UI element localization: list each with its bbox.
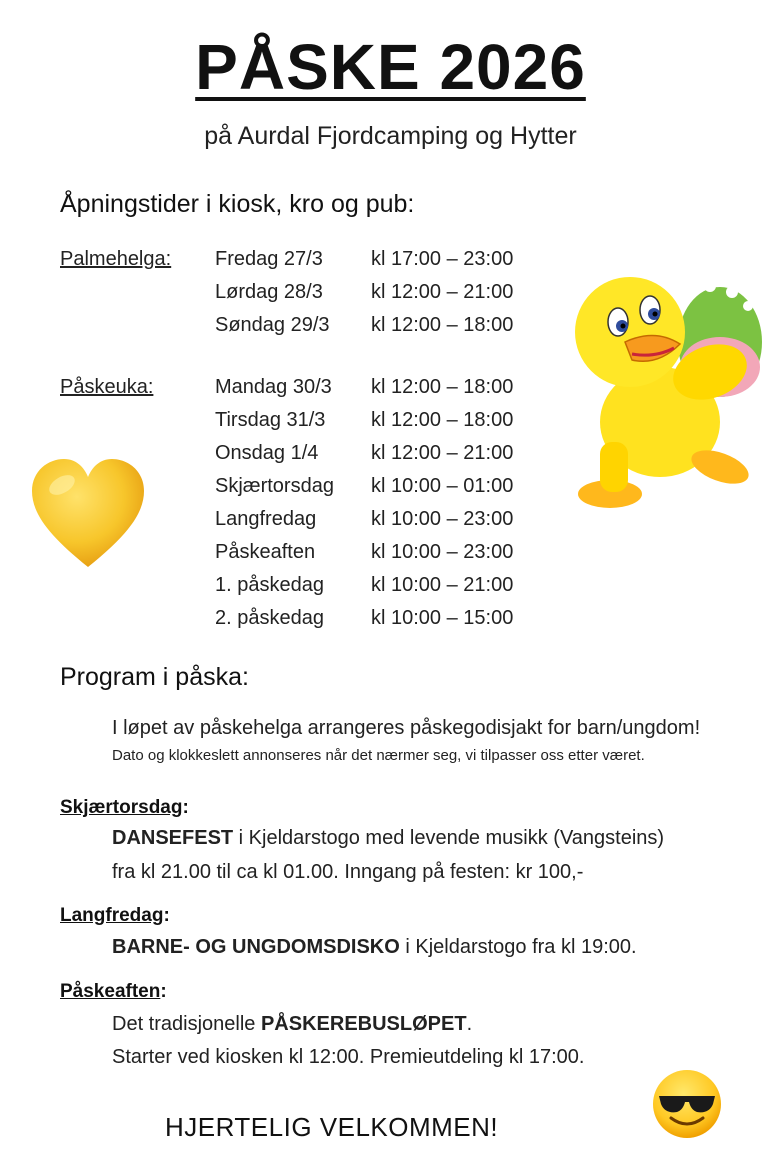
- program-heading: Program i påska:: [60, 663, 249, 691]
- hours-time: kl 10:00 – 01:00: [371, 475, 514, 497]
- closing-text: HJERTELIG VELKOMMEN!: [165, 1112, 499, 1142]
- page-title: PÅSKE 2026: [195, 31, 586, 103]
- event-line: Det tradisjonelle PÅSKEREBUSLØPET.: [112, 1013, 473, 1035]
- hours-time: kl 12:00 – 21:00: [371, 442, 514, 464]
- event-line: BARNE- OG UNGDOMSDISKO i Kjeldarstogo fra kl 19:00.: [112, 936, 637, 958]
- hours-day: Påskeaften: [215, 541, 316, 563]
- hours-day: Fredag 27/3: [215, 248, 323, 270]
- program-note: Dato og klokkeslett annonseres når det nærmer seg, vi tilpasser oss etter været.: [112, 747, 645, 764]
- group-label-palmehelga: Palmehelga:: [60, 248, 172, 270]
- hours-time: kl 10:00 – 23:00: [371, 508, 514, 530]
- hours-day: Onsdag 1/4: [215, 442, 319, 464]
- hours-day: 1. påskedag: [215, 574, 324, 596]
- hours-day: Lørdag 28/3: [215, 281, 323, 303]
- hours-day: Langfredag: [215, 508, 317, 530]
- hours-day: Søndag 29/3: [215, 314, 330, 336]
- hours-day: Tirsdag 31/3: [215, 409, 326, 431]
- hours-time: kl 12:00 – 18:00: [371, 409, 514, 431]
- event-heading-skjaertorsdag: Skjærtorsdag:: [60, 797, 189, 818]
- sunglasses-smiley-icon: [651, 1068, 723, 1140]
- program-intro: I løpet av påskehelga arrangeres påskegodisjakt for barn/ungdom!: [112, 717, 701, 739]
- group-label-paskeuka: Påskeuka:: [60, 376, 154, 398]
- hours-time: kl 17:00 – 23:00: [371, 248, 514, 270]
- event-line: fra kl 21.00 til ca kl 01.00. Inngang på festen: kr 100,-: [112, 861, 584, 883]
- hours-time: kl 10:00 – 23:00: [371, 541, 514, 563]
- event-line: DANSEFEST i Kjeldarstogo med levende musikk (Vangsteins): [112, 827, 665, 849]
- yellow-heart-icon: [28, 455, 148, 575]
- event-line: Starter ved kiosken kl 12:00. Premieutdeling kl 17:00.: [112, 1046, 585, 1068]
- hours-time: kl 12:00 – 18:00: [371, 314, 514, 336]
- hours-time: kl 12:00 – 21:00: [371, 281, 514, 303]
- opening-hours-heading: Åpningstider i kiosk, kro og pub:: [60, 190, 415, 218]
- hours-time: kl 10:00 – 21:00: [371, 574, 514, 596]
- hours-time: kl 10:00 – 15:00: [371, 607, 514, 629]
- easter-chick-icon: [570, 262, 765, 517]
- page-subtitle: på Aurdal Fjordcamping og Hytter: [204, 122, 577, 150]
- event-heading-paskeaften: Påskeaften:: [60, 981, 167, 1002]
- hours-time: kl 12:00 – 18:00: [371, 376, 514, 398]
- hours-day: Mandag 30/3: [215, 376, 332, 398]
- hours-day: 2. påskedag: [215, 607, 324, 629]
- hours-day: Skjærtorsdag: [215, 475, 334, 497]
- event-heading-langfredag: Langfredag:: [60, 905, 170, 926]
